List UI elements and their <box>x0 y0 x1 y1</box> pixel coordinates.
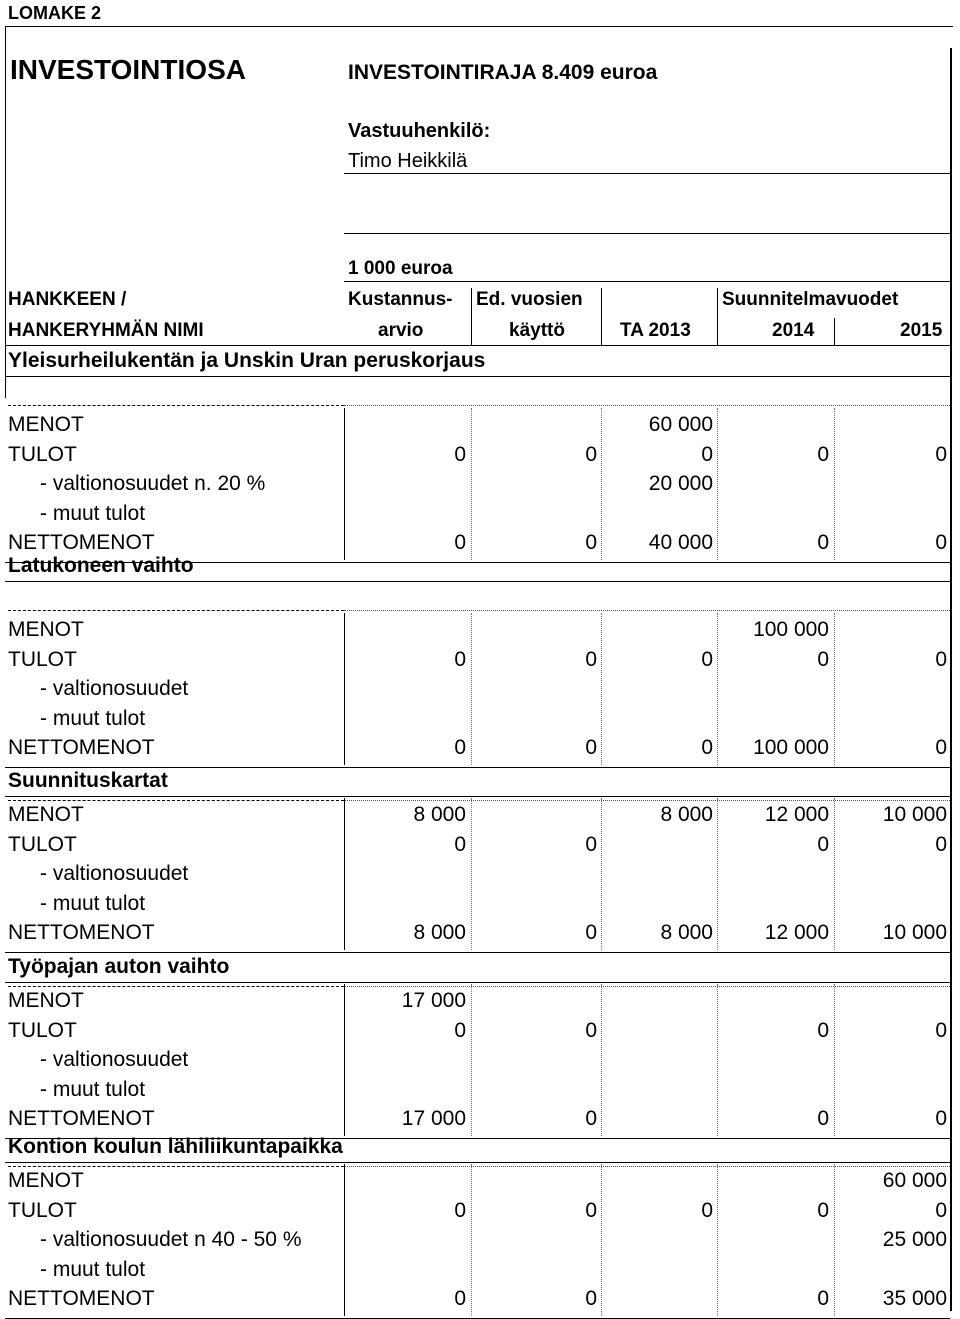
header-cost-line2: arvio <box>378 320 424 341</box>
cell-y2015: 0 <box>935 736 947 759</box>
project-title: Työpajan auton vaihto <box>8 955 230 978</box>
cell-y2015: 0 <box>935 1199 947 1222</box>
unit-underline <box>344 281 950 282</box>
cell-y2014: 0 <box>817 1287 829 1310</box>
unit-label: 1 000 euroa <box>348 258 453 279</box>
cell-y2014: 0 <box>817 531 829 554</box>
form-label: LOMAKE 2 <box>8 3 102 23</box>
row-label: - valtionosuudet <box>40 1048 189 1071</box>
row-label: MENOT <box>8 618 84 641</box>
column-divider <box>471 798 472 950</box>
column-divider <box>471 613 472 765</box>
header-prev-line1: Ed. vuosien <box>476 289 583 310</box>
project-title-line <box>5 376 950 377</box>
cell-y2015: 60 000 <box>882 1169 947 1192</box>
row-label: NETTOMENOT <box>8 1107 155 1130</box>
column-divider <box>471 408 472 560</box>
cell-ta: 20 000 <box>648 472 713 495</box>
column-divider <box>344 798 345 950</box>
cell-y2015: 0 <box>935 1019 947 1042</box>
cell-y2014: 0 <box>817 1019 829 1042</box>
row-label: - muut tulot <box>40 1258 146 1281</box>
cell-cost: 8 000 <box>413 803 466 826</box>
cell-y2015: 10 000 <box>882 803 947 826</box>
cell-prev: 0 <box>585 1287 597 1310</box>
header-ta: TA 2013 <box>620 320 691 341</box>
header-col-divider-3 <box>717 288 718 345</box>
row-label: TULOT <box>8 1199 77 1222</box>
cell-cost: 0 <box>454 833 466 856</box>
cell-ta: 0 <box>701 648 713 671</box>
responsible-name: Timo Heikkilä <box>348 150 468 172</box>
column-divider <box>601 1164 602 1316</box>
cell-y2014: 0 <box>817 1199 829 1222</box>
cell-y2015: 10 000 <box>882 921 947 944</box>
row-label: - muut tulot <box>40 707 146 730</box>
project-title-line <box>5 796 950 797</box>
cell-cost: 0 <box>454 443 466 466</box>
dashed-separator <box>8 800 344 801</box>
dashed-separator <box>8 610 344 611</box>
cell-prev: 0 <box>585 736 597 759</box>
project-title: Suunnituskartat <box>8 769 168 792</box>
cell-cost: 0 <box>454 648 466 671</box>
cell-prev: 0 <box>585 443 597 466</box>
cell-cost: 8 000 <box>413 921 466 944</box>
frame-left-line <box>5 26 6 398</box>
cell-y2014: 0 <box>817 833 829 856</box>
row-label: TULOT <box>8 833 77 856</box>
row-label: MENOT <box>8 989 84 1012</box>
cell-prev: 0 <box>585 921 597 944</box>
row-label: NETTOMENOT <box>8 736 155 759</box>
header-prev-line2: käyttö <box>509 320 565 341</box>
cell-prev: 0 <box>585 1199 597 1222</box>
cell-cost: 0 <box>454 531 466 554</box>
cell-cost: 0 <box>454 1287 466 1310</box>
dotted-separator <box>344 405 950 406</box>
section-bottom-line <box>5 1318 950 1319</box>
row-label: - valtionosuudet <box>40 862 189 885</box>
header-plan-years: Suunnitelmavuodet <box>722 289 899 310</box>
cell-ta: 8 000 <box>660 921 713 944</box>
cell-cost: 17 000 <box>401 1107 466 1130</box>
cell-prev: 0 <box>585 648 597 671</box>
row-label: - valtionosuudet n. 20 % <box>40 472 266 495</box>
row-label: NETTOMENOT <box>8 531 155 554</box>
cell-ta: 0 <box>701 736 713 759</box>
cell-y2014: 12 000 <box>764 803 829 826</box>
column-divider <box>344 408 345 560</box>
budget-frame: INVESTOINTIRAJA 8.409 euroa <box>348 61 658 84</box>
cell-prev: 0 <box>585 1019 597 1042</box>
dotted-separator <box>344 610 950 611</box>
row-label: - valtionosuudet n 40 - 50 % <box>40 1228 302 1251</box>
column-divider <box>601 984 602 1136</box>
cell-y2015: 0 <box>935 833 947 856</box>
frame-top-line <box>5 26 953 27</box>
cell-y2014: 100 000 <box>753 736 829 759</box>
cell-prev: 0 <box>585 1107 597 1130</box>
frame-right-line <box>950 48 952 1311</box>
section-bottom-line <box>5 767 950 768</box>
cell-prev: 0 <box>585 833 597 856</box>
cell-cost: 17 000 <box>401 989 466 1012</box>
project-title-line <box>5 982 950 983</box>
row-label: MENOT <box>8 803 84 826</box>
column-divider <box>471 984 472 1136</box>
row-label: TULOT <box>8 443 77 466</box>
responsible-underline <box>344 173 950 174</box>
responsible-line <box>344 233 950 234</box>
row-label: TULOT <box>8 1019 77 1042</box>
cell-y2014: 12 000 <box>764 921 829 944</box>
cell-ta: 0 <box>701 443 713 466</box>
dotted-separator <box>344 800 950 801</box>
header-bottom-line <box>5 345 950 346</box>
header-col-divider-4 <box>834 318 835 345</box>
row-label: MENOT <box>8 1169 84 1192</box>
header-year-2015: 2015 <box>900 320 943 341</box>
header-col-divider-1 <box>471 288 472 345</box>
cell-ta: 0 <box>701 1199 713 1222</box>
dashed-separator <box>8 1166 344 1167</box>
cell-y2014: 0 <box>817 648 829 671</box>
row-label: - muut tulot <box>40 892 146 915</box>
project-title-line <box>5 581 950 582</box>
row-label: NETTOMENOT <box>8 921 155 944</box>
column-divider <box>471 1164 472 1316</box>
row-label: TULOT <box>8 648 77 671</box>
page-title: INVESTOINTIOSA <box>10 54 246 85</box>
cell-y2015: 0 <box>935 1107 947 1130</box>
cell-prev: 0 <box>585 531 597 554</box>
header-project-line1: HANKKEEN / <box>8 289 127 310</box>
column-divider <box>344 613 345 765</box>
project-title-line <box>5 1162 950 1163</box>
cell-ta: 60 000 <box>648 413 713 436</box>
cell-y2015: 0 <box>935 443 947 466</box>
cell-y2014: 100 000 <box>753 618 829 641</box>
dashed-separator <box>8 405 344 406</box>
row-label: MENOT <box>8 413 84 436</box>
cell-y2015: 0 <box>935 531 947 554</box>
cell-y2014: 0 <box>817 443 829 466</box>
cell-y2015: 25 000 <box>882 1228 947 1251</box>
dashed-separator <box>8 986 344 987</box>
cell-ta: 40 000 <box>648 531 713 554</box>
responsible-label: Vastuuhenkilö: <box>348 120 491 142</box>
cell-y2015: 35 000 <box>882 1287 947 1310</box>
section-bottom-line <box>5 952 950 953</box>
dotted-separator <box>344 986 950 987</box>
cell-ta: 8 000 <box>660 803 713 826</box>
header-col-divider-2 <box>601 288 602 345</box>
project-title: Yleisurheilukentän ja Unskin Uran peruskorjaus <box>8 349 486 372</box>
header-cost-line1: Kustannus- <box>348 289 453 310</box>
column-divider <box>344 984 345 1136</box>
row-label: NETTOMENOT <box>8 1287 155 1310</box>
cell-y2015: 0 <box>935 648 947 671</box>
row-label: - valtionosuudet <box>40 677 189 700</box>
cell-cost: 0 <box>454 1199 466 1222</box>
row-label: - muut tulot <box>40 1078 146 1101</box>
cell-y2014: 0 <box>817 1107 829 1130</box>
row-label: - muut tulot <box>40 502 146 525</box>
header-year-2014: 2014 <box>772 320 815 341</box>
cell-cost: 0 <box>454 1019 466 1042</box>
dotted-separator <box>344 1166 950 1167</box>
header-project-line2: HANKERYHMÄN NIMI <box>8 320 204 341</box>
project-title: Kontion koulun lähiliikuntapaikka <box>8 1135 343 1158</box>
column-divider <box>344 1164 345 1316</box>
project-title: Latukoneen vaihto <box>8 554 194 577</box>
cell-cost: 0 <box>454 736 466 759</box>
